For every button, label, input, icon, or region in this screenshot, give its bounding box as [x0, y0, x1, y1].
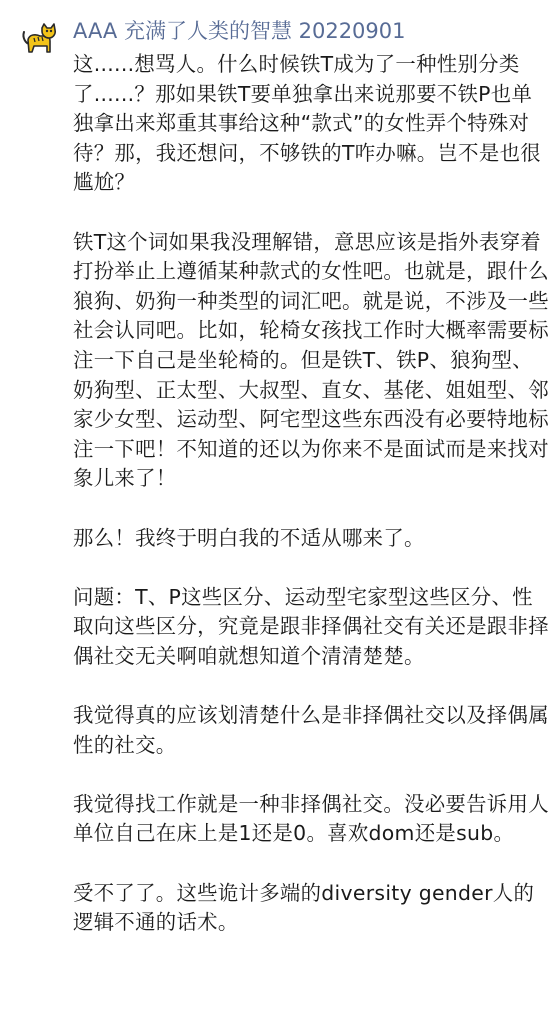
message-paragraph: 铁T这个词如果我没理解错，意思应该是指外表穿着打扮举止上遵循某种款式的女性吧。也就是，跟什么狼狗、奶狗一种类型的词汇吧。就是说，不涉及一些社会认同吧。比如，轮椅女孩找工作时大概率需要标注一下自己是坐轮椅的。但是铁T、铁P、狼狗型、奶狗型、正太型、大叔型、直女、基佬、姐姐型、邻家少女型、运动型、阿宅型这些东西没有必要特地标注一下吧！不知道的还以为你来不是面试而是来找对象儿来了！ — [73, 229, 549, 491]
sender-name[interactable]: AAA 充满了人类的智慧 20220901 — [73, 19, 406, 43]
message-paragraph: 那么！我终于明白我的不适从哪来了。 — [73, 525, 425, 550]
avatar[interactable] — [20, 20, 58, 58]
message-paragraph: 这......想骂人。什么时候铁T成为了一种性别分类了......？那如果铁T要单独拿出来说那要不铁P也单独拿出来郑重其事给这种“款式”的女性弄个特殊对待？那，我还想问，不够铁的T咋办嘛。岂不是也很尴尬？ — [73, 52, 541, 195]
message-paragraph: 我觉得真的应该划清楚什么是非择偶社交以及择偶属性的社交。 — [73, 703, 549, 757]
message-body — [73, 50, 551, 938]
message-paragraph: 受不了了。这些诡计多端的diversity gender人的逻辑不通的话术。 — [73, 880, 535, 935]
cat-icon — [20, 20, 58, 58]
message-paragraph: 我觉得找工作就是一种非择偶社交。没必要告诉用人单位自己在床上是1还是0。喜欢dom还是sub。 — [73, 791, 549, 846]
message-paragraph: 问题：T、P这些区分、运动型宅家型这些区分、性取向这些区分，究竟是跟非择偶社交有关还是跟非择偶社交无关啊咱就想知道个清清楚楚。 — [73, 584, 549, 668]
